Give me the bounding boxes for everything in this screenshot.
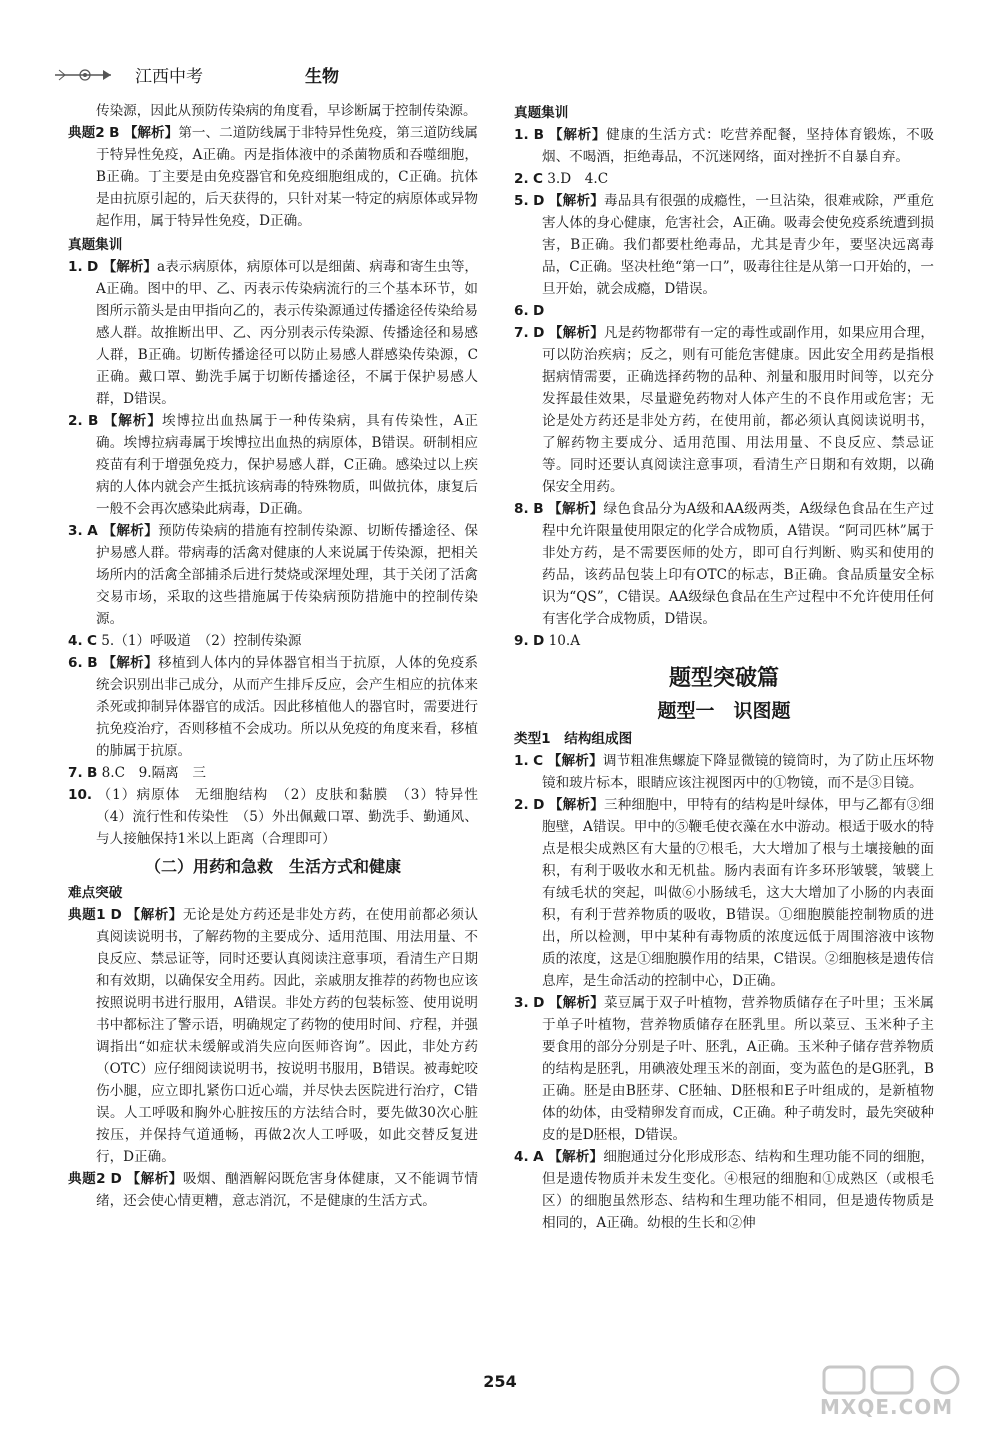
item-answer: D (532, 633, 545, 649)
answer-item (68, 1168, 478, 1212)
left-column (68, 100, 492, 1212)
section-heading: 类型1 结构组成图 (514, 731, 633, 747)
item-text: 埃博拉出血热属于一种传染病，具有传染性，A正确。埃博拉病毒属于埃博拉出血热的病原体，B错误。研制相应疫苗有利于增强免疫力，保护易感人群，C正确。感染过以上疾病的人体内就会产生抵抗该病毒的特殊物质，叫做抗体，康复后一般不会再次感染此病毒，D正确。 (96, 413, 478, 517)
answer-item (514, 794, 934, 992)
item-number: 8. (514, 501, 529, 517)
analysis-tag: 【解析】 (126, 907, 183, 923)
item-answer: A (87, 523, 98, 539)
item-text: 凡是药物都带有一定的毒性或副作用，如果应用合理，可以防治疾病；反之，则有可能危害健康。因此安全用药是指根据病情需要，正确选择药物的品种、剂量和服用时间等，以充分发挥最佳效果，尽量避免药物对人体产生的不良作用或危害；无论是处方药还是非处方药，在使用前，都必须认真阅读说明书，了解药物主要成分、适用范围、用法用量、不良反应、禁忌证等。同时还要认真阅读注意事项，看清生产日期和有效期，以确保安全用药。 (542, 325, 935, 495)
item-number: 7. (68, 765, 83, 781)
item-number: 6. (514, 303, 529, 319)
item-answer: D (533, 995, 545, 1011)
item-text: a表示病原体，病原体可以是细菌、病毒和寄生虫等，A正确。图中的甲、乙、丙表示传染病流行的三个基本环节，如图所示箭头是由甲指向乙的，表示传染源通过传播途径传染给易感人群。故推断出甲、乙、丙分别表示传染源、传播途径和易感人群，B正确。切断传播途径可以防止易感人群感染传染源，C正确。戴口罩、勤洗手属于切断传播途径，不属于保护易感人群，D错误。 (96, 259, 479, 407)
item-answer: B (87, 413, 99, 429)
item-number: 3. (514, 995, 529, 1011)
item-number: 5. (514, 193, 529, 209)
item-answer: B (533, 501, 544, 517)
watermark (820, 1365, 985, 1421)
answer-item (514, 1146, 934, 1234)
item-text: 调节粗准焦螺旋下降显微镜的镜筒时，为了防止压坏物镜和玻片标本，眼睛应该注视图丙中的①物镜，而不是③目镜。 (542, 753, 935, 791)
item-text: 5.（1）呼吸道 （2）控制传染源 (101, 633, 302, 649)
item-answer: C (532, 171, 543, 187)
answer-item (514, 124, 934, 168)
arrow-logo-icon (55, 68, 115, 82)
chapter-title: 题型一 识图题 (657, 700, 791, 722)
answer-item (68, 122, 478, 232)
analysis-tag: 【解析】 (548, 1149, 604, 1165)
answer-item (68, 762, 478, 784)
answer-item (68, 256, 478, 410)
section-heading: 真题集训 (68, 237, 123, 253)
item-number: 9. (514, 633, 529, 649)
item-answer: D (86, 259, 99, 275)
analysis-tag: 【解析】 (102, 655, 159, 671)
item-text: 8.C 9.隔离 三 (101, 765, 206, 781)
answer-item (68, 784, 492, 850)
right-column (514, 100, 934, 1234)
answer-item (514, 750, 934, 794)
answer-item (514, 300, 934, 322)
item-answer: B (86, 765, 98, 781)
item-text: 毒品具有很强的成瘾性，一旦沾染，很难戒除，严重危害人体的身心健康，危害社会，A正确。吸毒会使免疫系统遭到损害，B正确。我们都要杜绝毒品，尤其是青少年，要坚决远离毒品，C正确。坚决杜绝“第一口”，吸毒往往是从第一口开始的，一旦开始，就会成瘾，D错误。 (542, 193, 935, 297)
item-text: 移植到人体内的异体器官相当于抗原，人体的免疫系统会识别出非己成分，从而产生排斥反应，会产生相应的抗体来杀死或抑制异体器官的成活。因此移植他人的器官时，需要进行抗免疫治疗，否则移植不会成功。所以从免疫的角度来看，移植的肺属于抗原。 (96, 655, 479, 759)
analysis-tag: 【解析】 (548, 325, 604, 341)
item-number: 7. (514, 325, 529, 341)
item-text: 无论是处方药还是非处方药，在使用前都必须认真阅读说明书，了解药物的主要成分、适用范围、用法用量、不良反应、禁忌证等，同时还要认真阅读注意事项，看清生产日期和有效期，以确保安全用药。因此，亲戚朋友推荐的药物也应该按照说明书进行服用，A错误。非处方药的包装标签、使用说明书中都标注了警示语，明确规定了药物的使用时间、疗程，并强调指出“如症状未缓解或消失应向医师咨询”。因此，非处方药（OTC）应仔细阅读说明书，按说明书服用，B错误。被毒蛇咬伤小腿，应立即扎紧伤口近心端，并尽快去医院进行治疗，C错误。人工呼吸和胸外心脏按压的方法结合时，要先做30次心脏按压，并保持气道通畅，再做2次人工呼吸，如此交替反复进行，D正确。 (96, 907, 479, 1165)
header-exam-title: 江西中考 (135, 67, 203, 87)
item-number: 典题2 (68, 1171, 106, 1187)
analysis-tag: 【解析】 (103, 413, 162, 429)
item-text: 绿色食品分为A级和AA级两类，A级绿色食品在生产过程中允许限量使用限定的化学合成物质，A错误。“阿司匹林”属于非处方药，是不需要医师的处方，即可自行判断、购买和使用的药品，该药品包装上印有OTC的标志，B正确。食品质量安全标识为“QS”，C错误。AA级绿色食品在生产过程中不允许使用任何有害化学合成物质，D错误。 (542, 501, 934, 627)
item-number: 1. (514, 753, 529, 769)
header-subject: 生物 (305, 67, 339, 87)
item-number: 典题1 (68, 907, 106, 923)
item-text: 三种细胞中，甲特有的结构是叶绿体，甲与乙都有③细胞壁，A错误。甲中的⑤鞭毛使衣藻在水中游动。根适于吸水的特点是根尖成熟区有大量的⑦根毛，大大增加了根与土壤接触的面积，有利于吸收水和无机盐。肠内表面有许多环形皱襞，皱襞上有绒毛状的突起，叫做⑥小肠绒毛，这大大增加了小肠的内表面积，有利于营养物质的吸收，B错误。①细胞膜能控制物质的进出，所以检测，甲中某种有毒物质的浓度远低于周围溶液中该物质的浓度，这是①细胞膜作用的结果，C错误。②细胞核是遗传信息库，是生命活动的控制中心，D正确。 (542, 797, 935, 989)
section-heading: 真题集训 (514, 105, 569, 121)
analysis-tag: 【解析】 (548, 797, 604, 813)
analysis-tag: 【解析】 (549, 127, 607, 143)
item-answer: B (533, 127, 545, 143)
analysis-tag: 【解析】 (548, 501, 604, 517)
item-answer: D (110, 907, 122, 923)
answer-item (514, 630, 934, 652)
item-text: 吸烟、酗酒解闷既危害身体健康，又不能调节情绪，还会使心情更糟，意志消沉，不是健康的生活方式。 (96, 1171, 479, 1209)
answer-item (514, 498, 934, 630)
item-answer: A (533, 1149, 544, 1165)
answer-item (514, 168, 934, 190)
subsection-title: （二）用药和急救 生活方式和健康 (144, 857, 401, 876)
item-answer: C (533, 753, 544, 769)
watermark-logo-icon (820, 1365, 985, 1397)
answer-item (514, 190, 934, 300)
item-number: 1. (514, 127, 529, 143)
item-number: 1. (68, 259, 83, 275)
item-answer: D (533, 325, 545, 341)
answer-item (68, 410, 478, 520)
item-text: （1）病原体 无细胞结构 （2）皮肤和黏膜 （3）特异性 （4）流行性和传染性 （5）外出佩戴口罩、勤洗手、勤通风、与人接触保持1米以上距离（合理即可） (96, 787, 492, 847)
item-text: 健康的生活方式：吃营养配餐，坚持体育锻炼，不吸烟、不喝酒，拒绝毒品，不沉迷网络，面对挫折不自暴自弃。 (542, 127, 935, 165)
item-answer: D (533, 797, 545, 813)
item-answer: D (532, 303, 545, 319)
analysis-tag: 【解析】 (102, 259, 158, 275)
item-number: 6. (68, 655, 83, 671)
item-text: 10.A (548, 633, 581, 649)
answer-item (68, 520, 478, 630)
item-number: 2. (514, 171, 529, 187)
item-text: 菜豆属于双子叶植物，营养物质储存在子叶里；玉米属于单子叶植物，营养物质储存在胚乳里。所以菜豆、玉米种子主要食用的部分分别是子叶、胚乳，A正确。玉米种子储存营养物质的结构是胚乳，用碘液处理玉米的剖面，变为蓝色的是G胚乳，B正确。胚是由B胚芽、C胚轴、D胚根和E子叶组成的，是新植物体的幼体，由受精卵发育而成，C正确。种子萌发时，最先突破种皮的是D胚根，D错误。 (542, 995, 935, 1143)
item-number: 3. (68, 523, 83, 539)
item-text: 第一、二道防线属于非特异性免疫，第三道防线属于特异性免疫，A正确。丙是指体液中的杀菌物质和吞噬细胞，B正确。丁主要是由免疫器官和免疫细胞组成的，C正确。抗体是由抗原引起的，后天获得的，只针对某一特定的病原体或异物起作用，属于特异性免疫，D正确。 (96, 125, 479, 229)
item-text: 3.D 4.C (547, 171, 609, 187)
answer-item (68, 904, 478, 1168)
continued-text: 传染源，因此从预防传染病的角度看，早诊断属于控制传染源。 (96, 103, 477, 119)
part-title: 题型突破篇 (668, 666, 779, 691)
analysis-tag: 【解析】 (547, 753, 603, 769)
page-number: 254 (483, 1372, 517, 1391)
item-answer: D (533, 193, 545, 209)
answer-item (68, 652, 478, 762)
item-text: 细胞通过分化形成形态、结构和生理功能不同的细胞，但是遗传物质并未发生变化。④根冠的细胞和①成熟区（或根毛区）的细胞虽然形态、结构和生理功能不相同，但是遗传物质是相同的，A正确。幼根的生长和②伸 (542, 1149, 935, 1231)
analysis-tag: 【解析】 (123, 125, 179, 141)
answer-item (68, 630, 478, 652)
analysis-tag: 【解析】 (102, 523, 159, 539)
item-answer: B (87, 655, 98, 671)
item-text: 预防传染病的措施有控制传染源、切断传播途径、保护易感人群。带病毒的活禽对健康的人来说属于传染源，把相关场所内的活禽全部捕杀后进行焚烧或深埋处理，其于关闭了活禽交易市场，采取的这些措施属于传染病预防措施中的控制传染源。 (96, 523, 479, 627)
item-number: 4. (514, 1149, 529, 1165)
item-number: 2. (68, 413, 83, 429)
analysis-tag: 【解析】 (548, 193, 604, 209)
answer-item (514, 992, 934, 1146)
item-number: 2. (514, 797, 529, 813)
watermark-url: MXQE.COM (820, 1395, 954, 1419)
section-heading: 难点突破 (68, 885, 123, 901)
item-answer: C (86, 633, 97, 649)
page-header (55, 60, 955, 92)
item-number: 10. (68, 787, 93, 803)
item-answer: D (110, 1171, 122, 1187)
answer-item (514, 322, 934, 498)
item-answer: B (109, 125, 120, 141)
analysis-tag: 【解析】 (548, 995, 604, 1011)
item-number: 4. (68, 633, 83, 649)
analysis-tag: 【解析】 (126, 1171, 183, 1187)
item-number: 典题2 (68, 125, 105, 141)
